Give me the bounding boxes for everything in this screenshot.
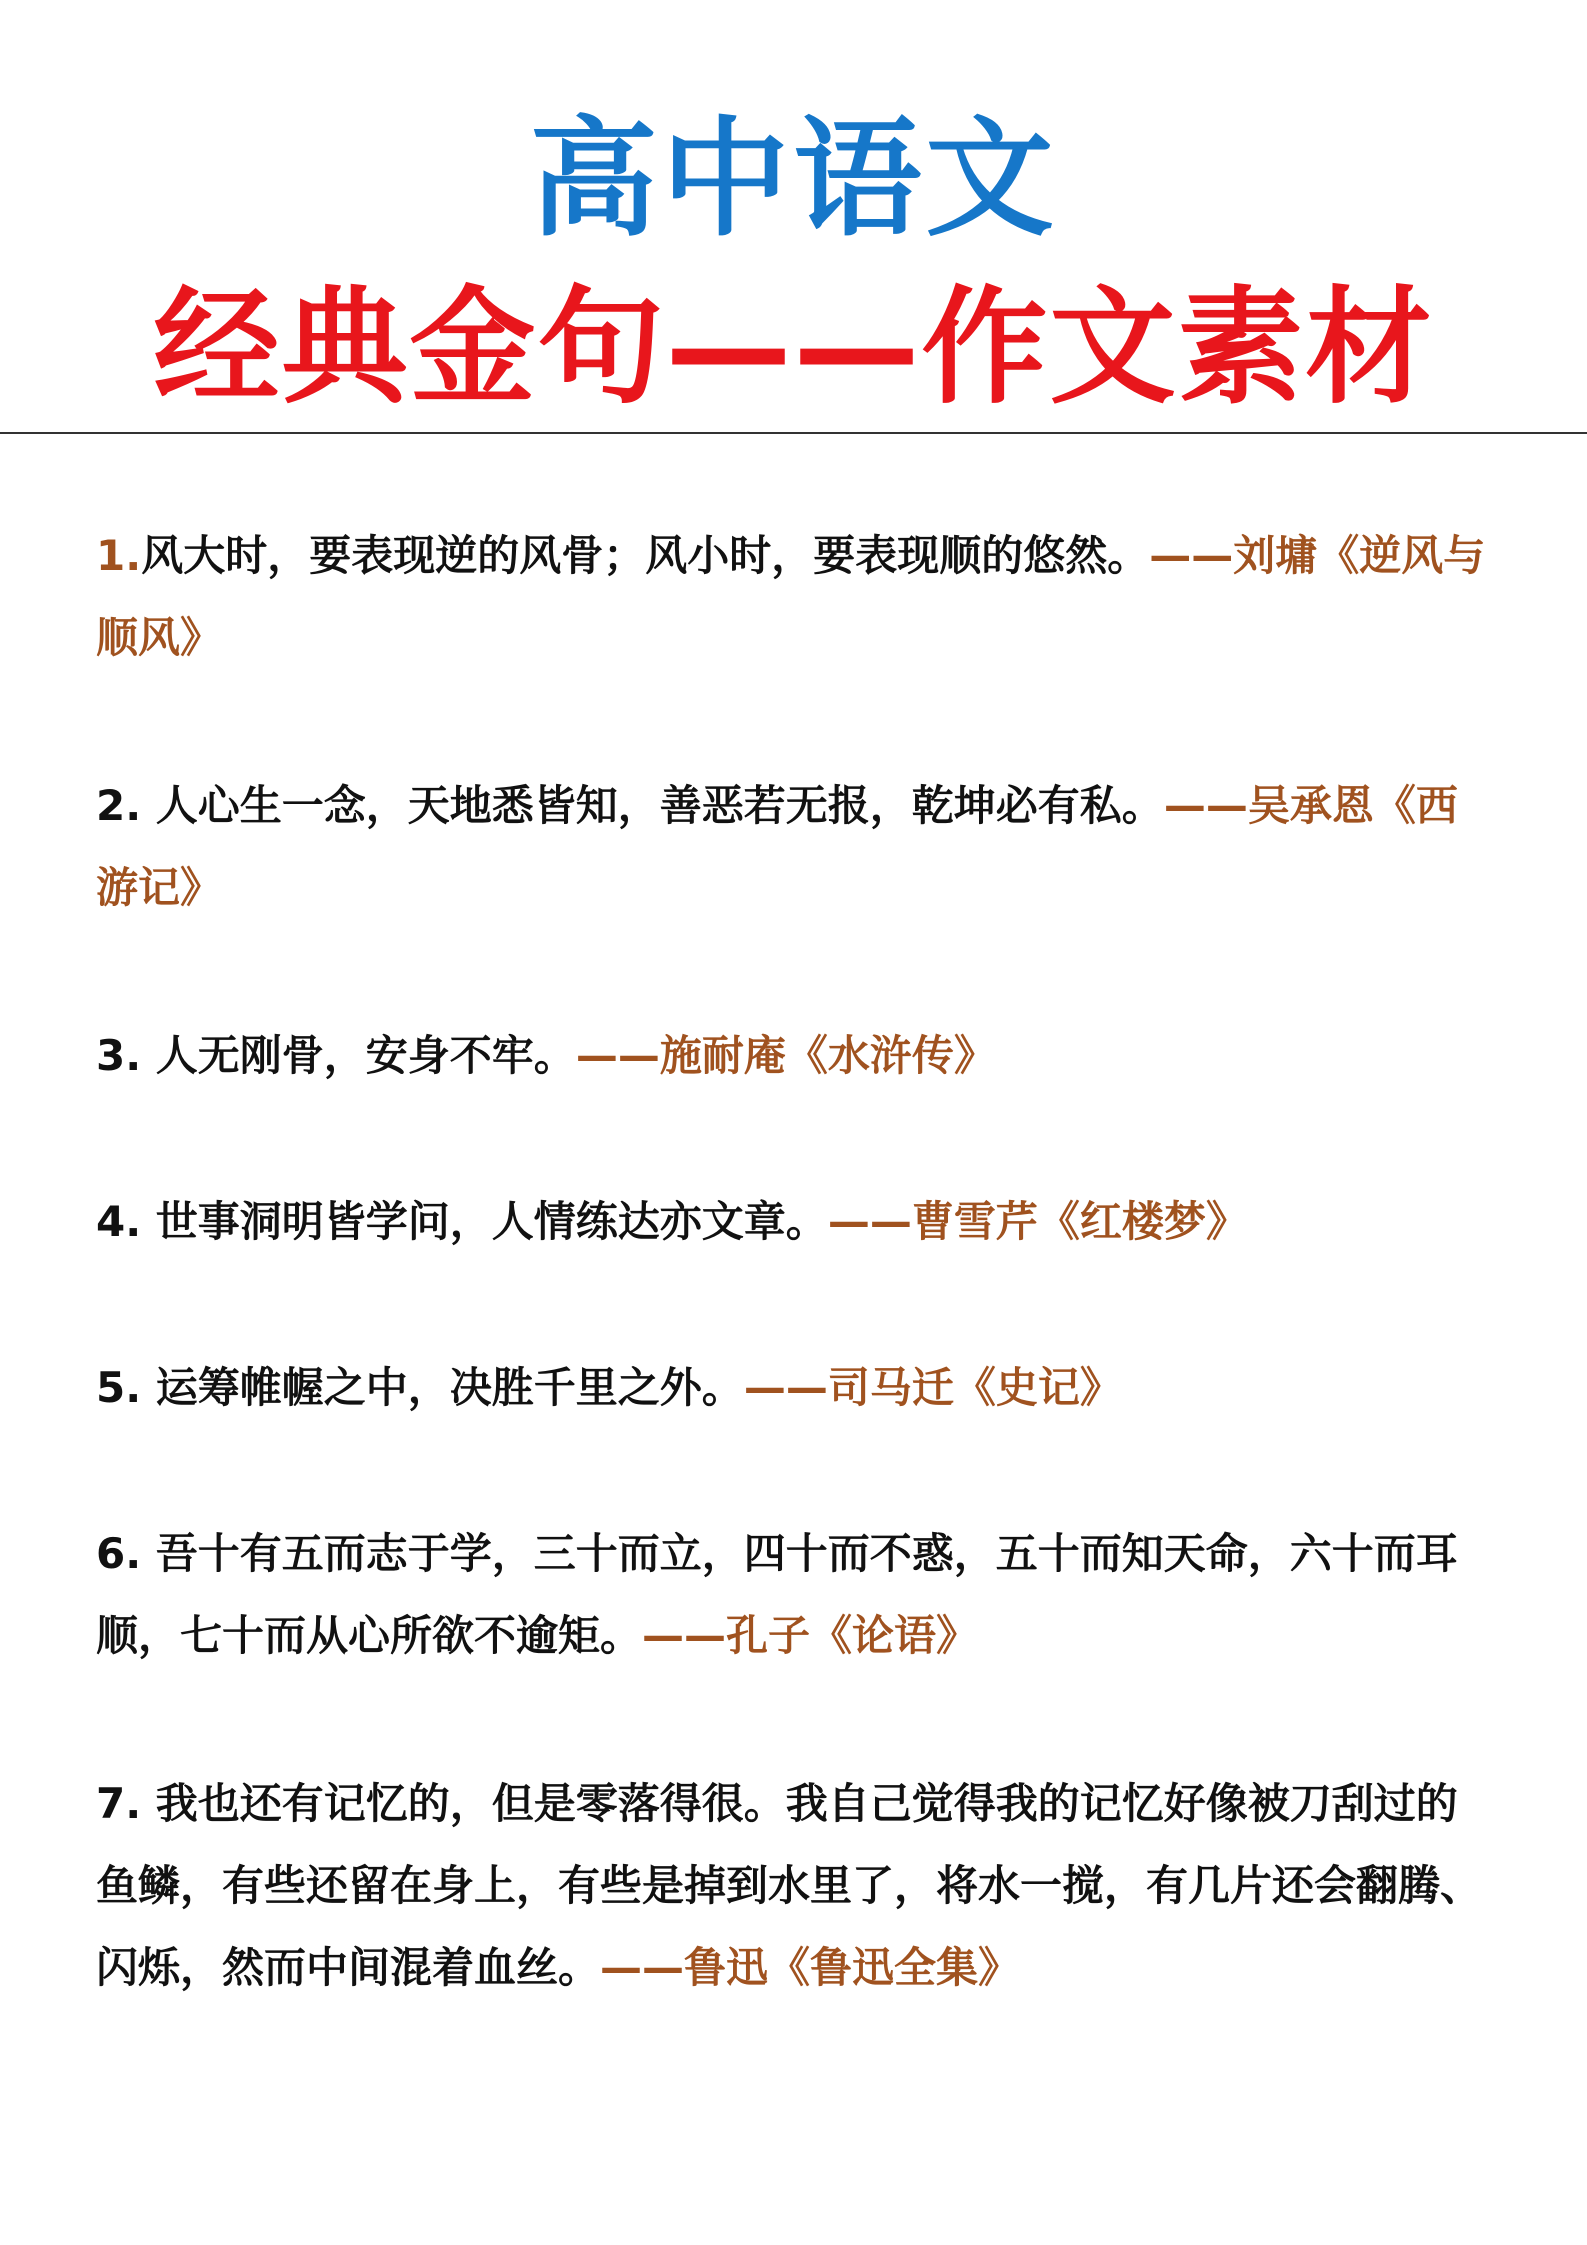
quote-source: ——曹雪芹《红楼梦》 bbox=[827, 1197, 1248, 1246]
quote-text: 我也还有记忆的，但是零落得很。我自己觉得我的记忆好像被刀刮过的鱼鳞，有些还留在身上，有些是掉到水里了，将水一搅，有几片还会翻腾、闪烁，然而中间混着血丝。 bbox=[96, 1779, 1483, 1992]
quote-number: 7. bbox=[96, 1779, 142, 1828]
quote-item-2 bbox=[96, 765, 1496, 929]
quote-item-3 bbox=[96, 1015, 1496, 1097]
quote-number: 4. bbox=[96, 1197, 142, 1246]
quote-source: ——鲁迅《鲁迅全集》 bbox=[600, 1943, 1021, 1992]
quote-source: ——施耐庵《水浒传》 bbox=[575, 1031, 996, 1080]
quote-source: ——刘墉《逆风与顺风》 bbox=[96, 531, 1486, 662]
quote-text: 运筹帷幄之中，决胜千里之外。 bbox=[141, 1363, 744, 1412]
quote-item-7 bbox=[96, 1763, 1496, 2009]
quote-source: ——吴承恩《西游记》 bbox=[96, 781, 1458, 912]
quote-item-4 bbox=[96, 1181, 1496, 1263]
quote-source: ——孔子《论语》 bbox=[642, 1611, 979, 1660]
quote-number: 3. bbox=[96, 1031, 142, 1080]
page-subtitle: 经典金句——作文素材 bbox=[153, 274, 1434, 421]
quote-number: 6. bbox=[96, 1529, 142, 1578]
quote-text: 吾十有五而志于学，三十而立，四十而不惑，五十而知天命，六十而耳顺，七十而从心所欲不逾矩。 bbox=[96, 1529, 1458, 1660]
header-divider bbox=[0, 432, 1587, 434]
quote-item-1 bbox=[96, 515, 1496, 679]
quote-text: 人无刚骨，安身不牢。 bbox=[141, 1031, 576, 1080]
header bbox=[0, 0, 1587, 433]
quote-source: ——司马迁《史记》 bbox=[743, 1363, 1122, 1412]
quote-number: 5. bbox=[96, 1363, 142, 1412]
quote-item-6 bbox=[96, 1513, 1496, 1677]
quote-item-5 bbox=[96, 1347, 1496, 1429]
quote-number: 2. bbox=[96, 781, 142, 830]
quote-text: 风大时，要表现逆的风骨；风小时，要表现顺的悠然。 bbox=[141, 531, 1150, 580]
quote-text: 世事洞明皆学问，人情练达亦文章。 bbox=[141, 1197, 828, 1246]
quote-number: 1. bbox=[96, 531, 142, 580]
quote-text: 人心生一念，天地悉皆知，善恶若无报，乾坤必有私。 bbox=[141, 781, 1164, 830]
page-title: 高中语文 bbox=[529, 105, 1058, 254]
